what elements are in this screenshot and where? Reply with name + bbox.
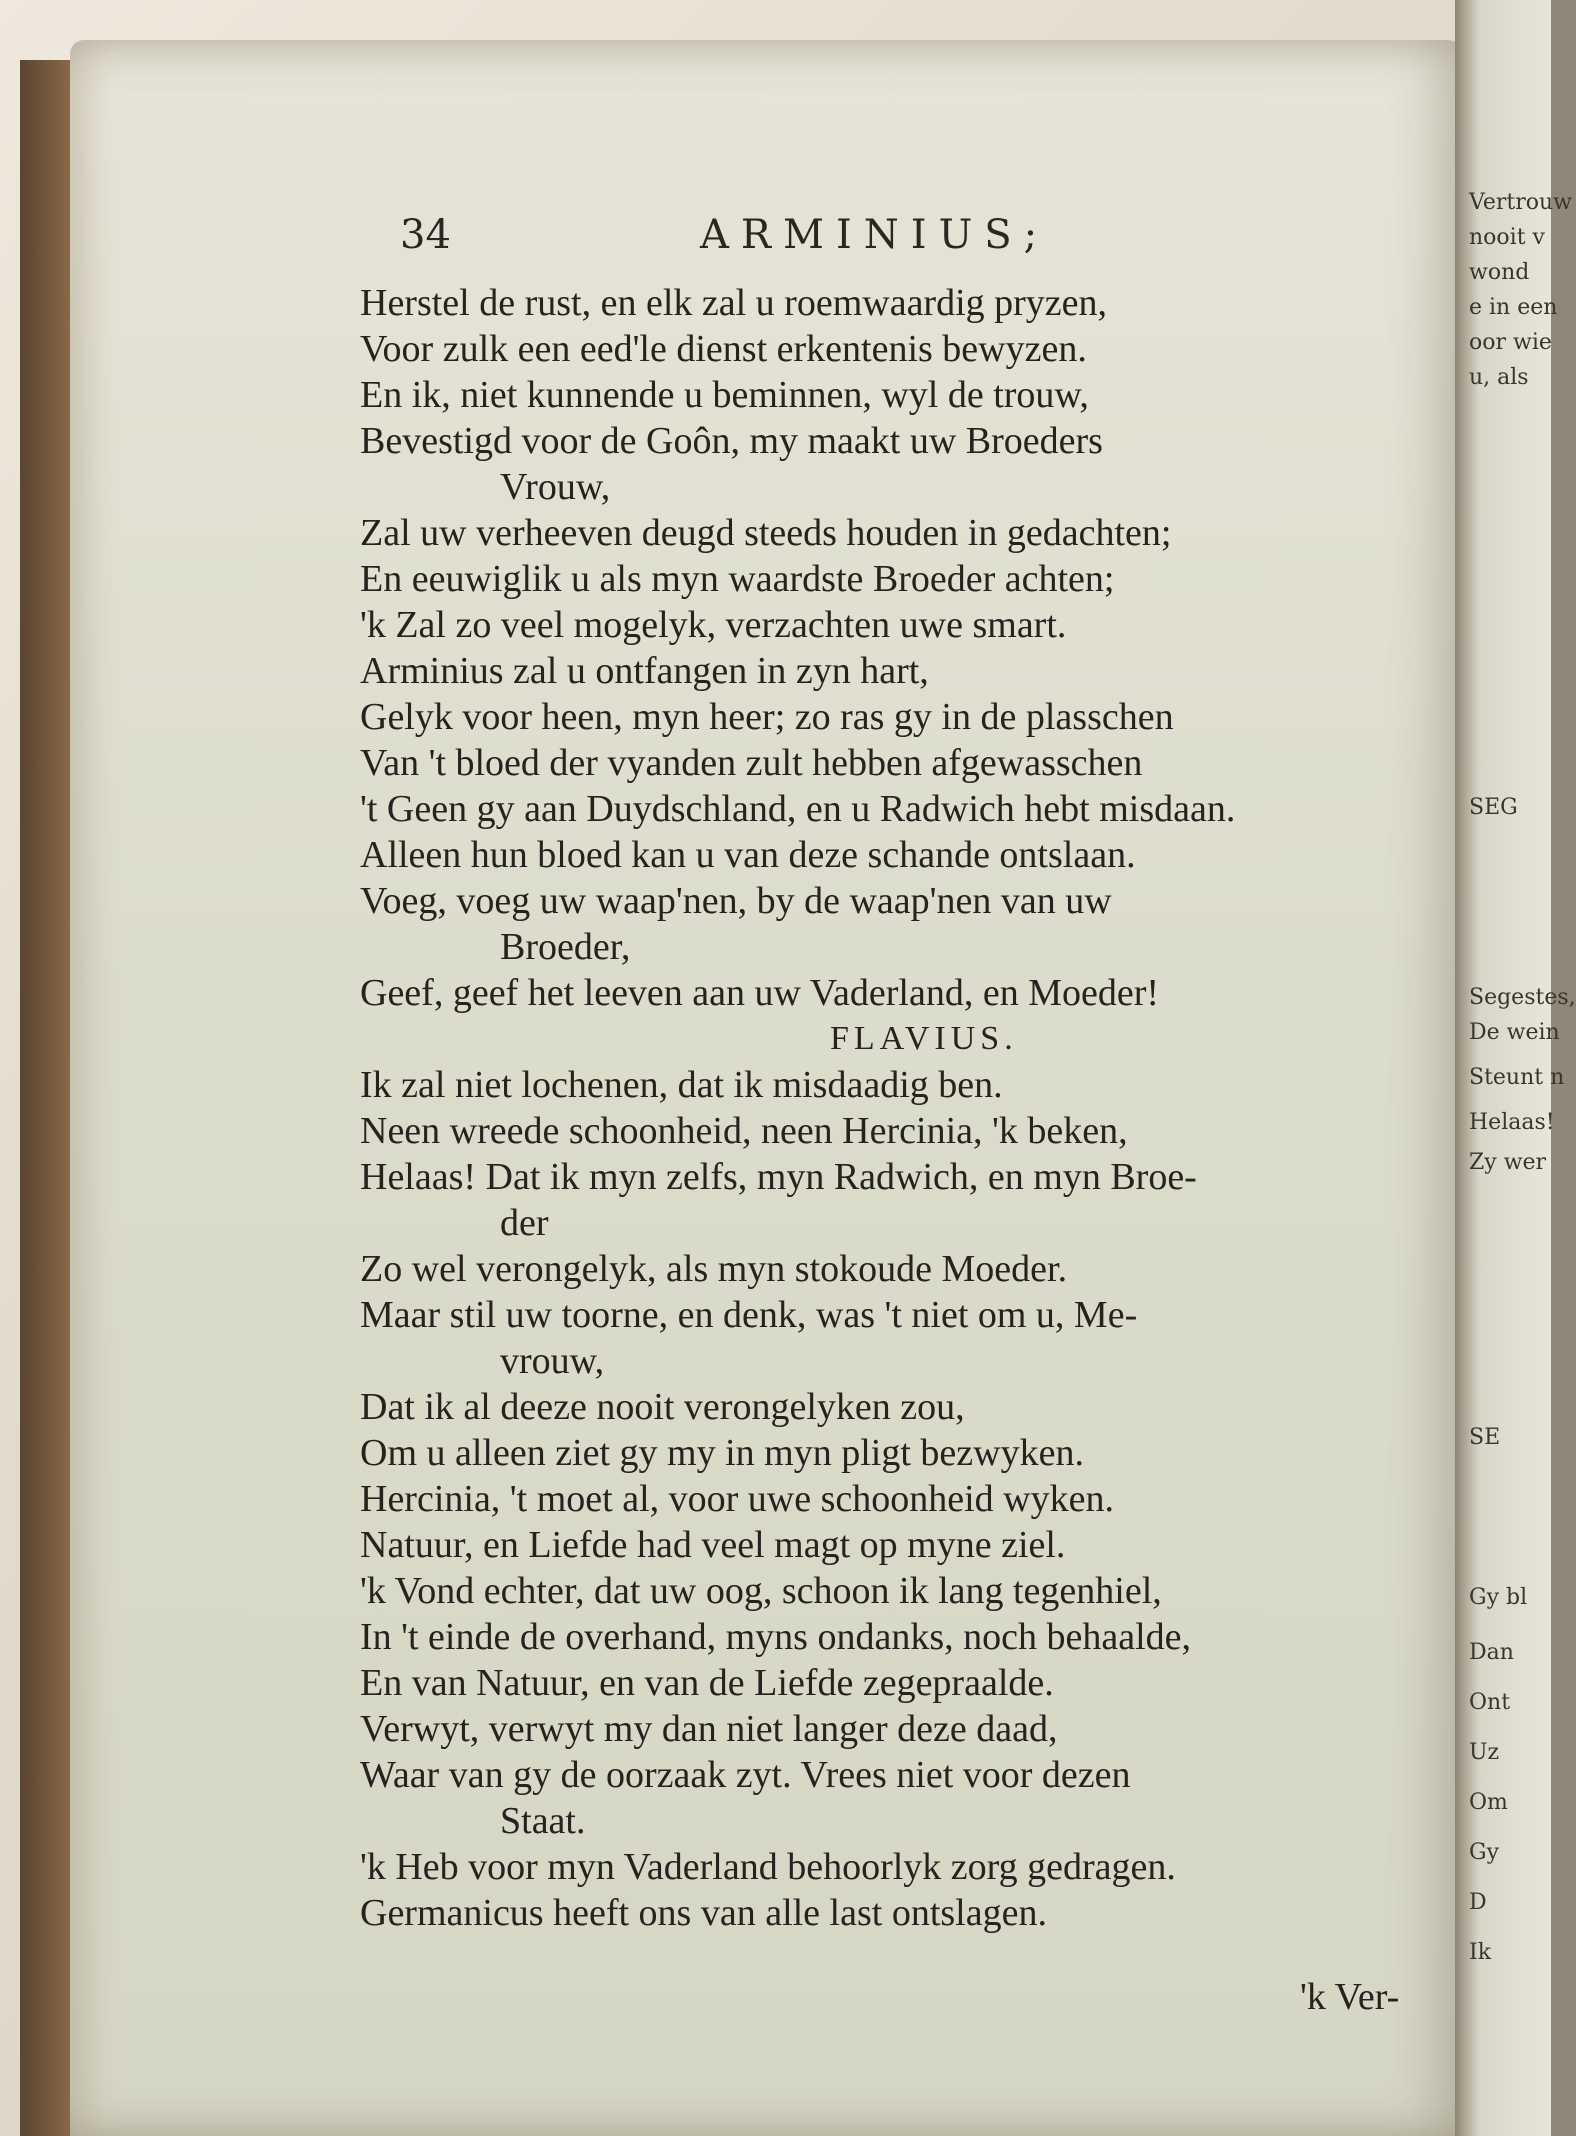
verse-line: Herstel de rust, en elk zal u roemwaardig pryzen, <box>360 282 1108 324</box>
facing-page-fragment: Dan <box>1469 1640 1514 1665</box>
facing-page-fragment: SEG <box>1469 795 1518 820</box>
facing-page-fragment: wond <box>1469 260 1530 285</box>
facing-page-fragment: Om <box>1469 1790 1508 1815</box>
facing-page-fragment: SE <box>1469 1425 1501 1450</box>
verse-line: Helaas! Dat ik myn zelfs, myn Radwich, en myn Broe- <box>360 1156 1197 1198</box>
verse-text <box>360 280 1460 1936</box>
verse-line: Ik zal niet lochenen, dat ik misdaadig ben. <box>360 1064 1003 1106</box>
verse-line: 't Geen gy aan Duydschland, en u Radwich hebt misdaan. <box>360 788 1236 830</box>
facing-page-fragment: Gy <box>1469 1840 1500 1865</box>
verse-line: vrouw, <box>500 1340 605 1382</box>
verse-line: Om u alleen ziet gy my in myn pligt bezwyken. <box>360 1432 1084 1474</box>
verse-line: Voor zulk een eed'le dienst erkentenis bewyzen. <box>360 328 1087 370</box>
facing-page-fragment: Zy wer <box>1469 1150 1547 1175</box>
verse-line: Alleen hun bloed kan u van deze schande ontslaan. <box>360 834 1136 876</box>
facing-page-fragment: Ik <box>1469 1940 1492 1965</box>
running-title: ARMINIUS; <box>700 212 1050 258</box>
facing-page-fragment: Gy bl <box>1469 1585 1528 1610</box>
facing-page-fragment: De wein <box>1469 1020 1560 1045</box>
verse-line: 'k Vond echter, dat uw oog, schoon ik lang tegenhiel, <box>360 1570 1162 1612</box>
facing-page-fragment: Segestes, <box>1469 985 1576 1010</box>
verse-line: der <box>500 1202 549 1244</box>
facing-page-fragment: Steunt n <box>1469 1065 1565 1090</box>
facing-page-fragment: nooit v <box>1469 225 1545 250</box>
verse-line: Van 't bloed der vyanden zult hebben afgewasschen <box>360 742 1143 784</box>
verse-line: Natuur, en Liefde had veel magt op myne ziel. <box>360 1524 1066 1566</box>
verse-line: Verwyt, verwyt my dan niet langer deze daad, <box>360 1708 1058 1750</box>
verse-line: En ik, niet kunnende u beminnen, wyl de trouw, <box>360 374 1089 416</box>
facing-page-fragment: Vertrouw <box>1469 190 1573 215</box>
verse-line: Waar van gy de oorzaak zyt. Vrees niet voor dezen <box>360 1754 1131 1796</box>
facing-page-fragment: Helaas! <box>1469 1110 1555 1135</box>
facing-page-fragment: u, als <box>1469 365 1529 390</box>
verse-line: Broeder, <box>500 926 631 968</box>
verse-line: Germanicus heeft ons van alle last ontslagen. <box>360 1892 1047 1934</box>
verse-line: Voeg, voeg uw waap'nen, by de waap'nen van uw <box>360 880 1112 922</box>
verse-line: Neen wreede schoonheid, neen Hercinia, 'k beken, <box>360 1110 1128 1152</box>
verse-line: Bevestigd voor de Goôn, my maakt uw Broeders <box>360 420 1103 462</box>
page-header <box>400 212 1460 272</box>
verse-line: Staat. <box>500 1800 586 1842</box>
verse-line: 'k Zal zo veel mogelyk, verzachten uwe smart. <box>360 604 1067 646</box>
facing-page-fragment: D <box>1469 1890 1487 1915</box>
verse-line: Zal uw verheeven deugd steeds houden in gedachten; <box>360 512 1172 554</box>
facing-page-fragment: Uz <box>1469 1740 1500 1765</box>
facing-page-fragment: oor wie <box>1469 330 1552 355</box>
facing-page-fragment: Ont <box>1469 1690 1511 1715</box>
verse-line: Hercinia, 't moet al, voor uwe schoonheid wyken. <box>360 1478 1114 1520</box>
verse-line: In 't einde de overhand, myns ondanks, noch behaalde, <box>360 1616 1191 1658</box>
catchword: 'k Ver- <box>1300 1976 1400 2018</box>
facing-page-edge <box>1455 0 1576 2136</box>
verse-line: Vrouw, <box>500 466 611 508</box>
verse-line: Arminius zal u ontfangen in zyn hart, <box>360 650 929 692</box>
verse-line: 'k Heb voor myn Vaderland behoorlyk zorg gedragen. <box>360 1846 1176 1888</box>
verse-line: En eeuwiglik u als myn waardste Broeder achten; <box>360 558 1115 600</box>
verse-line: Maar stil uw toorne, en denk, was 't niet om u, Me- <box>360 1294 1138 1336</box>
speaker-name: FLAVIUS. <box>830 1020 1018 1057</box>
verse-line: Dat ik al deeze nooit verongelyken zou, <box>360 1386 965 1428</box>
verse-line: Zo wel verongelyk, als myn stokoude Moeder. <box>360 1248 1068 1290</box>
verse-line: Geef, geef het leeven aan uw Vaderland, en Moeder! <box>360 972 1160 1014</box>
verse-line: Gelyk voor heen, myn heer; zo ras gy in de plasschen <box>360 696 1174 738</box>
page-number: 34 <box>400 212 451 258</box>
verse-line: En van Natuur, en van de Liefde zegepraalde. <box>360 1662 1054 1704</box>
facing-page-fragment: e in een <box>1469 295 1558 320</box>
